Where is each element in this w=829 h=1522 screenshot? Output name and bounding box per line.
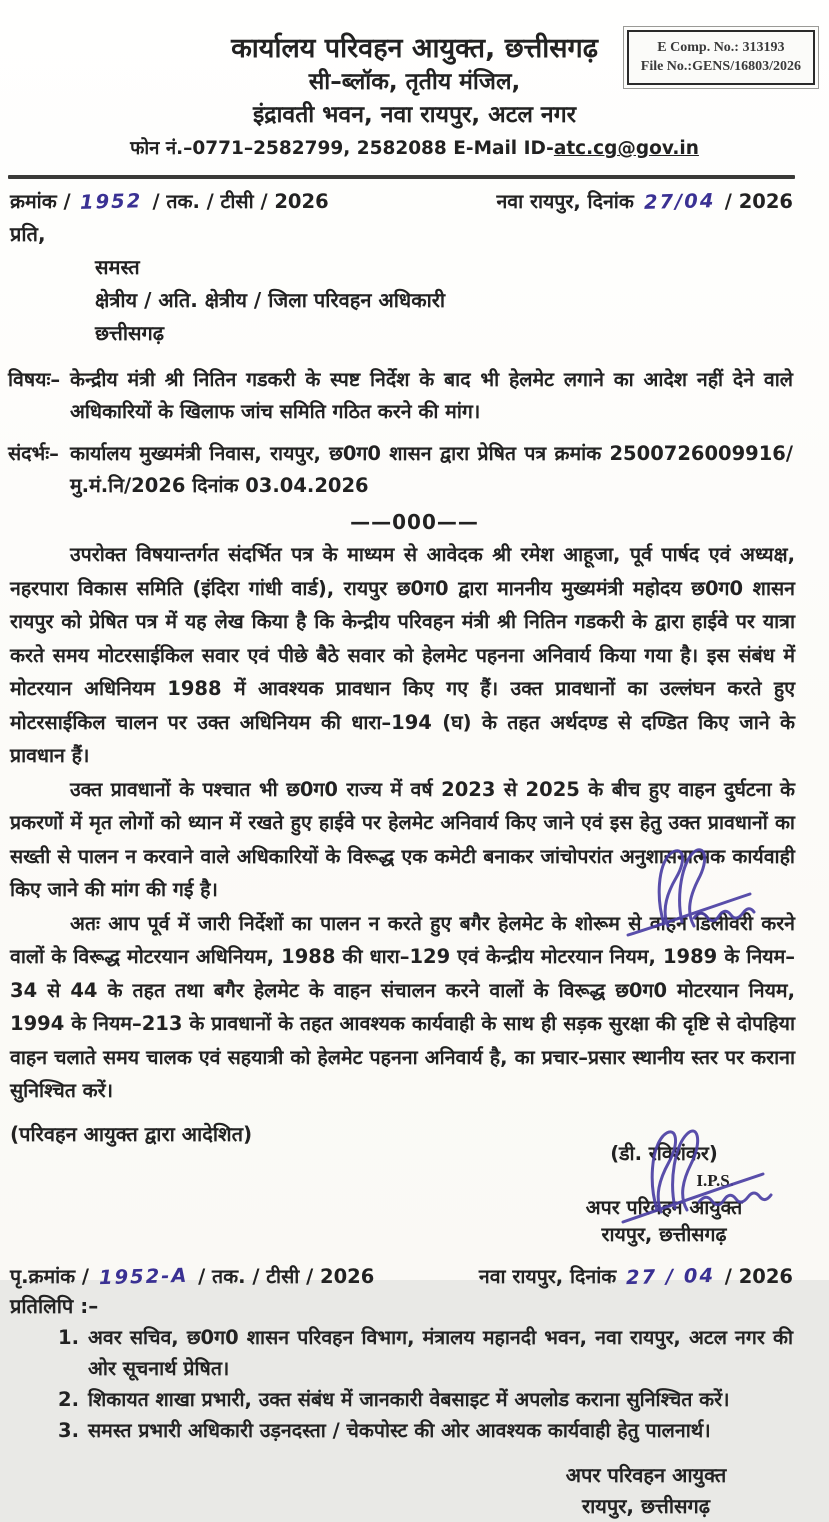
body-paragraph-1: उपरोक्त विषयान्तर्गत संदर्भित पत्र के माध्यम से आवेदक श्री रमेश आहूजा, पूर्व पार्षद एवं अध्यक्ष, नहरपारा विकास समिति (इंदिरा गांधी वार्ड), रायपुर छ0ग0 द्वारा माननीय मुख्यमंत्री महोदय छ0ग0 शासन रायपुर को प्रेषित पत्र में यह लेख किया है कि केन्द्रीय परिवहन मंत्री श्री नितिन गडकरी के द्वारा हाईवे पर यात्रा करते समय मोटरसाईकिल सवार एवं पीछे बैठे सवार को हेलमेट पहनना अनिवार्य किया गया है। इस संबंध में मोटरयान अधिनियम 1988 में आवश्यक प्रावधान किए गए हैं। उक्त प्रावधानों का उल्लंघन करते हुए मोटरसाईकिल चालन पर उक्त अधिनियम की धारा–194 (घ) के तहत अर्थदण्ड से दण्डित किए जाने के प्रावधान हैं। — [10, 543, 795, 767]
footer-number-prefix: पृ.क्रमांक / — [10, 1264, 96, 1288]
footer-letter-date — [479, 1262, 793, 1289]
body-paragraph-2: उक्त प्रावधानों के पश्चात भी छ0ग0 राज्य में वर्ष 2023 से 2025 के बीच हुए वाहन दुर्घटना के प्रकरणों में मृत लोगों को ध्यान में रखते हुए हाईवे पर हेलमेट अनिवार्य किए जाने एवं इस हेतु उक्त प्रावधानों का सख्ती से पालन न करवाने वाले अधिकारियों के विरूद्ध एक कमेटी बनाकर जांचोपरांत अनुशासनात्मक कार्यवाही किए जाने की मांग की गई है। — [10, 777, 795, 901]
footer-signatory-block — [511, 1460, 781, 1522]
file-stamp-box — [627, 30, 815, 85]
recipient-block — [0, 214, 829, 350]
letter-number-suffix: / तक. / टीसी / 2026 — [145, 190, 329, 213]
email-address: atc.cg@gov.in — [553, 138, 699, 159]
file-number: File No.:GENS/16803/2026 — [640, 59, 801, 74]
footer-number-handwritten: 1952-A — [98, 1263, 189, 1289]
letter-date-suffix: / 2026 — [718, 190, 793, 213]
letter-date-prefix: नवा रायपुर, दिनांक — [496, 190, 641, 213]
letter-number — [10, 187, 329, 214]
recipient-salutation: प्रति, — [10, 222, 46, 246]
signatory-service: I.P.S. — [696, 1170, 734, 1190]
signatory-name: (डी. रविशंकर) — [610, 1141, 718, 1165]
signature-section — [0, 1108, 829, 1248]
footer-signatory-place: रायपुर, छत्तीसगढ़ — [581, 1493, 711, 1518]
copy-to-label: प्रतिलिपि :– — [10, 1293, 99, 1318]
letter-number-prefix: क्रमांक / — [10, 190, 78, 213]
letter-number-handwritten: 1952 — [80, 189, 143, 214]
context-block — [0, 432, 829, 502]
context-label: संदर्भः– — [8, 442, 59, 465]
signatory-block — [539, 1114, 789, 1248]
letter-date — [496, 187, 793, 214]
copy-item-text: अवर सचिव, छ0ग0 शासन परिवहन विभाग, मंत्रालय महानदी भवन, नवा रायपुर, अटल नगर की ओर सूचनार्थ प्रेषित। — [88, 1325, 793, 1380]
section-separator: ——000—— — [350, 510, 479, 534]
reference-row — [0, 179, 829, 214]
context-text: कार्यालय मुख्यमंत्री निवास, रायपुर, छ0ग0 शासन द्वारा प्रेषित पत्र क्रमांक 2500726009916/ मु.मं.नि/2026 दिनांक 03.04.2026 — [70, 442, 793, 497]
footer-letter-number — [10, 1262, 374, 1289]
recipient-line: क्षेत्रीय / अति. क्षेत्रीय / जिला परिवहन अधिकारी — [95, 288, 446, 312]
e-comp-number: E Comp. No.: 313193 — [657, 40, 785, 55]
copy-item — [58, 1384, 793, 1415]
copy-item-text: समस्त प्रभारी अधिकारी उड़नदस्ता / चेकपोस्ट की ओर आवश्यक कार्यवाही हेतु पालनार्थ। — [88, 1418, 711, 1442]
ordered-by-note: (परिवहन आयुक्त द्वारा आदेशित) — [10, 1121, 253, 1146]
copy-item-text: शिकायत शाखा प्रभारी, उक्त संबंध में जानकारी वेबसाइट में अपलोड कराना सुनिश्चित करें। — [88, 1387, 730, 1411]
copy-item — [58, 1322, 793, 1384]
phone-email-line — [0, 135, 829, 163]
copy-item-number: 3. — [58, 1418, 79, 1442]
footer-date-prefix: नवा रायपुर, दिनांक — [478, 1264, 624, 1288]
subject-text: केन्द्रीय मंत्री श्री नितिन गडकरी के स्पष्ट निर्देश के बाद भी हेलमेट लगाने का आदेश नहीं देने वाले अधिकारियों के खिलाफ जांच समिति गठित करने की मांग। — [70, 368, 793, 423]
copy-item-number: 2. — [58, 1387, 79, 1411]
footer-date-suffix: / 2026 — [718, 1264, 793, 1288]
recipient-line: समस्त — [95, 255, 140, 279]
footer-date-handwritten: 27 / 04 — [625, 1263, 716, 1289]
footer-signatory-designation: अपर परिवहन आयुक्त — [565, 1462, 727, 1487]
phone-numbers: फोन नं.–0771–2582799, 2582088 E-Mail ID- — [130, 138, 554, 159]
copy-item — [58, 1415, 793, 1446]
body-paragraph-3: अतः आप पूर्व में जारी निर्देशों का पालन न करते हुए बगैर हेलमेट के शोरूम से वाहन डिलीवरी करने वालों के विरूद्ध मोटरयान अधिनियम, 1988 की धारा–129 एवं केन्द्रीय मोटरयान नियम, 1989 के नियम–34 से 44 के तहत तथा बगैर हेलमेट के वाहन संचालन करने वालों के विरूद्ध छ0ग0 मोटरयान नियम, 1994 के नियम–213 के प्रावधानों के तहत आवश्यक कार्यवाही के साथ ही सड़क सुरक्षा की दृष्टि से दोपहिया वाहन चलाते समय चालक एवं सहयात्री को हेलमेट पहनना अनिवार्य है, का प्रचार–प्रसार स्थानीय स्तर पर कराना सुनिश्चित करें। — [10, 911, 795, 1102]
subject-block — [0, 358, 829, 428]
copy-to-block — [0, 1289, 829, 1446]
signatory-place: रायपुर, छत्तीसगढ़ — [601, 1222, 727, 1246]
office-floor-line: सी–ब्लॉक, तृतीय मंजिल, — [308, 69, 521, 95]
office-building-line: इंद्रावती भवन, नवा रायपुर, अटल नगर — [252, 102, 577, 128]
footer-reference-row — [0, 1248, 829, 1289]
copy-item-number: 1. — [58, 1325, 79, 1349]
signatory-designation: अपर परिवहन आयुक्त — [585, 1195, 743, 1219]
subject-label: विषयः– — [8, 368, 61, 391]
recipient-line: छत्तीसगढ़ — [95, 321, 165, 345]
letter-date-handwritten: 27/04 — [643, 189, 716, 214]
office-title: कार्यालय परिवहन आयुक्त, छत्तीसगढ़ — [231, 33, 598, 64]
footer-number-suffix: / तक. / टीसी / 2026 — [191, 1264, 375, 1288]
letter-body — [0, 534, 829, 1108]
